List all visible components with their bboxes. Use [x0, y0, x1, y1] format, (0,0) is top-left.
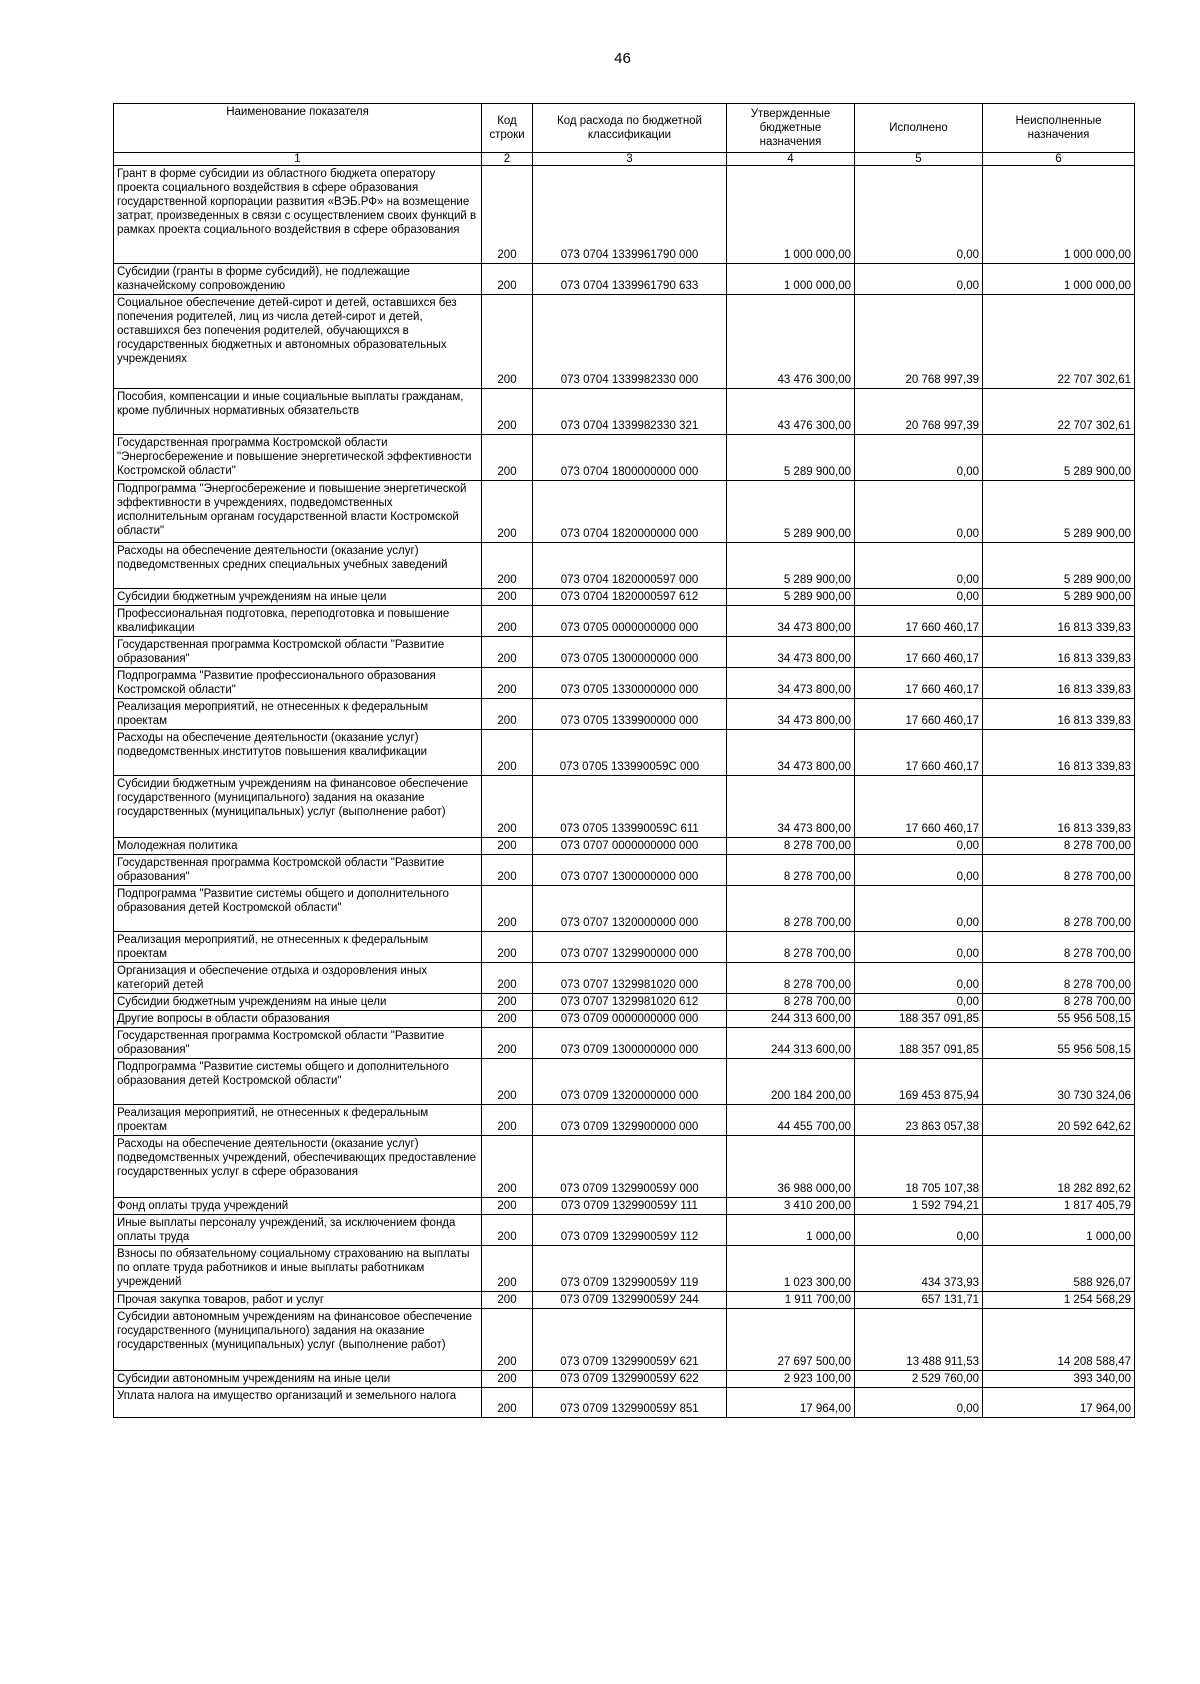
classification-code: 073 0707 1329981020 612: [533, 994, 727, 1011]
line-code: 200: [482, 1011, 533, 1028]
executed-amount: 20 768 997,39: [855, 295, 983, 389]
unexecuted-amount: 8 278 700,00: [983, 932, 1135, 963]
classification-code: 073 0709 132990059У 119: [533, 1246, 727, 1292]
line-code: 200: [482, 606, 533, 637]
classification-code: 073 0707 1329900000 000: [533, 932, 727, 963]
indicator-name: Подпрограмма "Развитие профессионального образования Костромской области": [114, 668, 482, 699]
approved-amount: 8 278 700,00: [727, 963, 855, 994]
classification-code: 073 0709 1320000000 000: [533, 1059, 727, 1105]
budget-execution-table: [113, 103, 1135, 1418]
executed-amount: 0,00: [855, 589, 983, 606]
classification-code: 073 0704 1339982330 321: [533, 389, 727, 435]
classification-code: 073 0705 1300000000 000: [533, 637, 727, 668]
indicator-name: Субсидии автономным учреждениям на финансовое обеспечение государственного (муниципального) задания на оказание государственных (муниципальных) услуг (выполнение работ): [114, 1309, 482, 1371]
line-code: 200: [482, 481, 533, 543]
executed-amount: 188 357 091,85: [855, 1028, 983, 1059]
header-unexecuted: Неисполненные назначения: [983, 104, 1135, 153]
approved-amount: 3 410 200,00: [727, 1198, 855, 1215]
column-number: 6: [983, 153, 1135, 166]
line-code: 200: [482, 1028, 533, 1059]
executed-amount: 13 488 911,53: [855, 1309, 983, 1371]
approved-amount: 244 313 600,00: [727, 1011, 855, 1028]
indicator-name: Взносы по обязательному социальному страхованию на выплаты по оплате труда работников и иные выплаты работникам учреждений: [114, 1246, 482, 1292]
indicator-name: Реализация мероприятий, не отнесенных к федеральным проектам: [114, 932, 482, 963]
table-row: [114, 838, 1135, 855]
table-row: [114, 1198, 1135, 1215]
line-code: 200: [482, 1292, 533, 1309]
classification-code: 073 0705 1339900000 000: [533, 699, 727, 730]
unexecuted-amount: 16 813 339,83: [983, 699, 1135, 730]
classification-code: 073 0704 1800000000 000: [533, 435, 727, 481]
line-code: 200: [482, 699, 533, 730]
header-row: [114, 104, 1135, 153]
executed-amount: 0,00: [855, 1388, 983, 1418]
classification-code: 073 0709 1300000000 000: [533, 1028, 727, 1059]
approved-amount: 43 476 300,00: [727, 389, 855, 435]
executed-amount: 17 660 460,17: [855, 606, 983, 637]
table-row: [114, 1011, 1135, 1028]
indicator-name: Прочая закупка товаров, работ и услуг: [114, 1292, 482, 1309]
indicator-name: Субсидии бюджетным учреждениям на иные цели: [114, 589, 482, 606]
executed-amount: 0,00: [855, 963, 983, 994]
table-row: [114, 932, 1135, 963]
unexecuted-amount: 8 278 700,00: [983, 994, 1135, 1011]
classification-code: 073 0709 132990059У 851: [533, 1388, 727, 1418]
executed-amount: 23 863 057,38: [855, 1105, 983, 1136]
indicator-name: Иные выплаты персоналу учреждений, за исключением фонда оплаты труда: [114, 1215, 482, 1246]
unexecuted-amount: 8 278 700,00: [983, 855, 1135, 886]
approved-amount: 34 473 800,00: [727, 776, 855, 838]
line-code: 200: [482, 1198, 533, 1215]
indicator-name: Государственная программа Костромской области "Энергосбережение и повышение энергетической эффективности Костромской области": [114, 435, 482, 481]
table-row: [114, 855, 1135, 886]
indicator-name: Социальное обеспечение детей-сирот и детей, оставшихся без попечения родителей, лиц из числа детей-сирот и детей, оставшихся без попечения родителей, обучающихся в государственных бюджетных и автономных образовательных учреждениях: [114, 295, 482, 389]
unexecuted-amount: 5 289 900,00: [983, 543, 1135, 589]
line-code: 200: [482, 1371, 533, 1388]
indicator-name: Пособия, компенсации и иные социальные выплаты гражданам, кроме публичных нормативных обязательств: [114, 389, 482, 435]
executed-amount: 17 660 460,17: [855, 730, 983, 776]
table-row: [114, 264, 1135, 295]
table-row: [114, 1059, 1135, 1105]
approved-amount: 8 278 700,00: [727, 855, 855, 886]
line-code: 200: [482, 543, 533, 589]
table-row: [114, 1309, 1135, 1371]
indicator-name: Уплата налога на имущество организаций и земельного налога: [114, 1388, 482, 1418]
approved-amount: 43 476 300,00: [727, 295, 855, 389]
line-code: 200: [482, 1309, 533, 1371]
unexecuted-amount: 1 817 405,79: [983, 1198, 1135, 1215]
column-numbers-row: [114, 153, 1135, 166]
approved-amount: 8 278 700,00: [727, 994, 855, 1011]
unexecuted-amount: 16 813 339,83: [983, 637, 1135, 668]
unexecuted-amount: 8 278 700,00: [983, 963, 1135, 994]
line-code: 200: [482, 389, 533, 435]
unexecuted-amount: 5 289 900,00: [983, 589, 1135, 606]
indicator-name: Субсидии автономным учреждениям на иные цели: [114, 1371, 482, 1388]
unexecuted-amount: 22 707 302,61: [983, 295, 1135, 389]
approved-amount: 34 473 800,00: [727, 606, 855, 637]
indicator-name: Субсидии (гранты в форме субсидий), не подлежащие казначейскому сопровождению: [114, 264, 482, 295]
indicator-name: Реализация мероприятий, не отнесенных к федеральным проектам: [114, 699, 482, 730]
executed-amount: 0,00: [855, 838, 983, 855]
header-approved: Утвержденные бюджетные назначения: [727, 104, 855, 153]
indicator-name: Подпрограмма "Энергосбережение и повышение энергетической эффективности в учреждениях, подведомственных исполнительным органам государственной власти Костромской области": [114, 481, 482, 543]
line-code: 200: [482, 295, 533, 389]
indicator-name: Субсидии бюджетным учреждениям на финансовое обеспечение государственного (муниципального) задания на оказание государственных (муниципальных) услуг (выполнение работ): [114, 776, 482, 838]
indicator-name: Молодежная политика: [114, 838, 482, 855]
table-row: [114, 543, 1135, 589]
unexecuted-amount: 16 813 339,83: [983, 606, 1135, 637]
classification-code: 073 0709 132990059У 621: [533, 1309, 727, 1371]
line-code: 200: [482, 264, 533, 295]
unexecuted-amount: 16 813 339,83: [983, 730, 1135, 776]
line-code: 200: [482, 730, 533, 776]
approved-amount: 5 289 900,00: [727, 589, 855, 606]
table-row: [114, 1215, 1135, 1246]
unexecuted-amount: 1 000 000,00: [983, 166, 1135, 264]
unexecuted-amount: 1 254 568,29: [983, 1292, 1135, 1309]
approved-amount: 34 473 800,00: [727, 668, 855, 699]
line-code: 200: [482, 994, 533, 1011]
table-row: [114, 730, 1135, 776]
classification-code: 073 0709 132990059У 244: [533, 1292, 727, 1309]
executed-amount: 434 373,93: [855, 1246, 983, 1292]
approved-amount: 5 289 900,00: [727, 435, 855, 481]
indicator-name: Государственная программа Костромской области "Развитие образования": [114, 637, 482, 668]
classification-code: 073 0704 1820000000 000: [533, 481, 727, 543]
table-row: [114, 389, 1135, 435]
classification-code: 073 0704 1339961790 000: [533, 166, 727, 264]
indicator-name: Субсидии бюджетным учреждениям на иные цели: [114, 994, 482, 1011]
unexecuted-amount: 1 000,00: [983, 1215, 1135, 1246]
approved-amount: 34 473 800,00: [727, 699, 855, 730]
unexecuted-amount: 5 289 900,00: [983, 435, 1135, 481]
indicator-name: Грант в форме субсидии из областного бюджета оператору проекта социального воздействия в сфере образования государственной корпорации развития «ВЭБ.РФ» на возмещение затрат, произведенных в связи с осуществлением своих функций в рамках проекта социального воздействия в сфере образования: [114, 166, 482, 264]
classification-code: 073 0705 1330000000 000: [533, 668, 727, 699]
indicator-name: Государственная программа Костромской области "Развитие образования": [114, 855, 482, 886]
header-classification: Код расхода по бюджетной классификации: [533, 104, 727, 153]
approved-amount: 34 473 800,00: [727, 730, 855, 776]
table-row: [114, 637, 1135, 668]
line-code: 200: [482, 166, 533, 264]
indicator-name: Другие вопросы в области образования: [114, 1011, 482, 1028]
line-code: 200: [482, 776, 533, 838]
table-row: [114, 1105, 1135, 1136]
classification-code: 073 0707 1329981020 000: [533, 963, 727, 994]
header-code: Код строки: [482, 104, 533, 153]
unexecuted-amount: 30 730 324,06: [983, 1059, 1135, 1105]
unexecuted-amount: 1 000 000,00: [983, 264, 1135, 295]
line-code: 200: [482, 1246, 533, 1292]
executed-amount: 17 660 460,17: [855, 668, 983, 699]
executed-amount: 20 768 997,39: [855, 389, 983, 435]
executed-amount: 17 660 460,17: [855, 776, 983, 838]
executed-amount: 0,00: [855, 855, 983, 886]
table-row: [114, 1388, 1135, 1418]
classification-code: 073 0704 1339961790 633: [533, 264, 727, 295]
unexecuted-amount: 588 926,07: [983, 1246, 1135, 1292]
line-code: 200: [482, 1105, 533, 1136]
table-row: [114, 1246, 1135, 1292]
table-row: [114, 994, 1135, 1011]
unexecuted-amount: 8 278 700,00: [983, 838, 1135, 855]
indicator-name: Подпрограмма "Развитие системы общего и дополнительного образования детей Костромской области": [114, 886, 482, 932]
column-number: 1: [114, 153, 482, 166]
unexecuted-amount: 14 208 588,47: [983, 1309, 1135, 1371]
approved-amount: 36 988 000,00: [727, 1136, 855, 1198]
column-number: 4: [727, 153, 855, 166]
indicator-name: Расходы на обеспечение деятельности (оказание услуг) подведомственных учреждений, обеспечивающих предоставление государственных услуг в сфере образования: [114, 1136, 482, 1198]
classification-code: 073 0707 0000000000 000: [533, 838, 727, 855]
unexecuted-amount: 20 592 642,62: [983, 1105, 1135, 1136]
unexecuted-amount: 55 956 508,15: [983, 1028, 1135, 1059]
line-code: 200: [482, 589, 533, 606]
page-number: 46: [614, 50, 631, 67]
approved-amount: 44 455 700,00: [727, 1105, 855, 1136]
classification-code: 073 0709 132990059У 000: [533, 1136, 727, 1198]
line-code: 200: [482, 1136, 533, 1198]
executed-amount: 169 453 875,94: [855, 1059, 983, 1105]
classification-code: 073 0709 132990059У 622: [533, 1371, 727, 1388]
table-row: [114, 886, 1135, 932]
line-code: 200: [482, 1215, 533, 1246]
line-code: 200: [482, 855, 533, 886]
indicator-name: Организация и обеспечение отдыха и оздоровления иных категорий детей: [114, 963, 482, 994]
line-code: 200: [482, 932, 533, 963]
unexecuted-amount: 16 813 339,83: [983, 668, 1135, 699]
unexecuted-amount: 8 278 700,00: [983, 886, 1135, 932]
unexecuted-amount: 17 964,00: [983, 1388, 1135, 1418]
approved-amount: 1 000 000,00: [727, 166, 855, 264]
approved-amount: 8 278 700,00: [727, 838, 855, 855]
executed-amount: 17 660 460,17: [855, 637, 983, 668]
indicator-name: Профессиональная подготовка, переподготовка и повышение квалификации: [114, 606, 482, 637]
classification-code: 073 0709 132990059У 112: [533, 1215, 727, 1246]
executed-amount: 1 592 794,21: [855, 1198, 983, 1215]
table-row: [114, 1136, 1135, 1198]
table-row: [114, 606, 1135, 637]
line-code: 200: [482, 1059, 533, 1105]
executed-amount: 17 660 460,17: [855, 699, 983, 730]
executed-amount: 657 131,71: [855, 1292, 983, 1309]
unexecuted-amount: 18 282 892,62: [983, 1136, 1135, 1198]
approved-amount: 8 278 700,00: [727, 886, 855, 932]
column-number: 3: [533, 153, 727, 166]
executed-amount: 2 529 760,00: [855, 1371, 983, 1388]
line-code: 200: [482, 886, 533, 932]
table-row: [114, 295, 1135, 389]
header-executed: Исполнено: [855, 104, 983, 153]
classification-code: 073 0709 132990059У 111: [533, 1198, 727, 1215]
line-code: 200: [482, 435, 533, 481]
unexecuted-amount: 55 956 508,15: [983, 1011, 1135, 1028]
executed-amount: 0,00: [855, 543, 983, 589]
line-code: 200: [482, 668, 533, 699]
classification-code: 073 0709 1329900000 000: [533, 1105, 727, 1136]
executed-amount: 0,00: [855, 886, 983, 932]
approved-amount: 2 923 100,00: [727, 1371, 855, 1388]
approved-amount: 244 313 600,00: [727, 1028, 855, 1059]
executed-amount: 18 705 107,38: [855, 1136, 983, 1198]
executed-amount: 188 357 091,85: [855, 1011, 983, 1028]
table-row: [114, 668, 1135, 699]
table-row: [114, 435, 1135, 481]
classification-code: 073 0705 0000000000 000: [533, 606, 727, 637]
approved-amount: 8 278 700,00: [727, 932, 855, 963]
classification-code: 073 0705 133990059С 611: [533, 776, 727, 838]
classification-code: 073 0707 1320000000 000: [533, 886, 727, 932]
line-code: 200: [482, 963, 533, 994]
table-row: [114, 1292, 1135, 1309]
indicator-name: Государственная программа Костромской области "Развитие образования": [114, 1028, 482, 1059]
column-number: 5: [855, 153, 983, 166]
table-row: [114, 1371, 1135, 1388]
classification-code: 073 0705 133990059С 000: [533, 730, 727, 776]
table-row: [114, 166, 1135, 264]
table-body: [114, 166, 1135, 1418]
line-code: 200: [482, 1388, 533, 1418]
unexecuted-amount: 22 707 302,61: [983, 389, 1135, 435]
classification-code: 073 0704 1339982330 000: [533, 295, 727, 389]
executed-amount: 0,00: [855, 932, 983, 963]
executed-amount: 0,00: [855, 994, 983, 1011]
table-row: [114, 1028, 1135, 1059]
classification-code: 073 0707 1300000000 000: [533, 855, 727, 886]
classification-code: 073 0704 1820000597 000: [533, 543, 727, 589]
line-code: 200: [482, 838, 533, 855]
executed-amount: 0,00: [855, 481, 983, 543]
executed-amount: 0,00: [855, 435, 983, 481]
indicator-name: Подпрограмма "Развитие системы общего и дополнительного образования детей Костромской области": [114, 1059, 482, 1105]
table-row: [114, 481, 1135, 543]
line-code: 200: [482, 637, 533, 668]
classification-code: 073 0704 1820000597 612: [533, 589, 727, 606]
approved-amount: 5 289 900,00: [727, 543, 855, 589]
approved-amount: 17 964,00: [727, 1388, 855, 1418]
approved-amount: 1 911 700,00: [727, 1292, 855, 1309]
indicator-name: Фонд оплаты труда учреждений: [114, 1198, 482, 1215]
unexecuted-amount: 16 813 339,83: [983, 776, 1135, 838]
table-row: [114, 589, 1135, 606]
executed-amount: 0,00: [855, 166, 983, 264]
approved-amount: 27 697 500,00: [727, 1309, 855, 1371]
approved-amount: 1 000 000,00: [727, 264, 855, 295]
unexecuted-amount: 5 289 900,00: [983, 481, 1135, 543]
unexecuted-amount: 393 340,00: [983, 1371, 1135, 1388]
executed-amount: 0,00: [855, 264, 983, 295]
indicator-name: Реализация мероприятий, не отнесенных к федеральным проектам: [114, 1105, 482, 1136]
classification-code: 073 0709 0000000000 000: [533, 1011, 727, 1028]
approved-amount: 34 473 800,00: [727, 637, 855, 668]
approved-amount: 1 000,00: [727, 1215, 855, 1246]
table-row: [114, 776, 1135, 838]
column-number: 2: [482, 153, 533, 166]
approved-amount: 200 184 200,00: [727, 1059, 855, 1105]
executed-amount: 0,00: [855, 1215, 983, 1246]
table-row: [114, 963, 1135, 994]
indicator-name: Расходы на обеспечение деятельности (оказание услуг) подведомственных средних специальных учебных заведений: [114, 543, 482, 589]
approved-amount: 1 023 300,00: [727, 1246, 855, 1292]
approved-amount: 5 289 900,00: [727, 481, 855, 543]
indicator-name: Расходы на обеспечение деятельности (оказание услуг) подведомственных институтов повышения квалификации: [114, 730, 482, 776]
header-name: Наименование показателя: [114, 104, 482, 153]
table-row: [114, 699, 1135, 730]
